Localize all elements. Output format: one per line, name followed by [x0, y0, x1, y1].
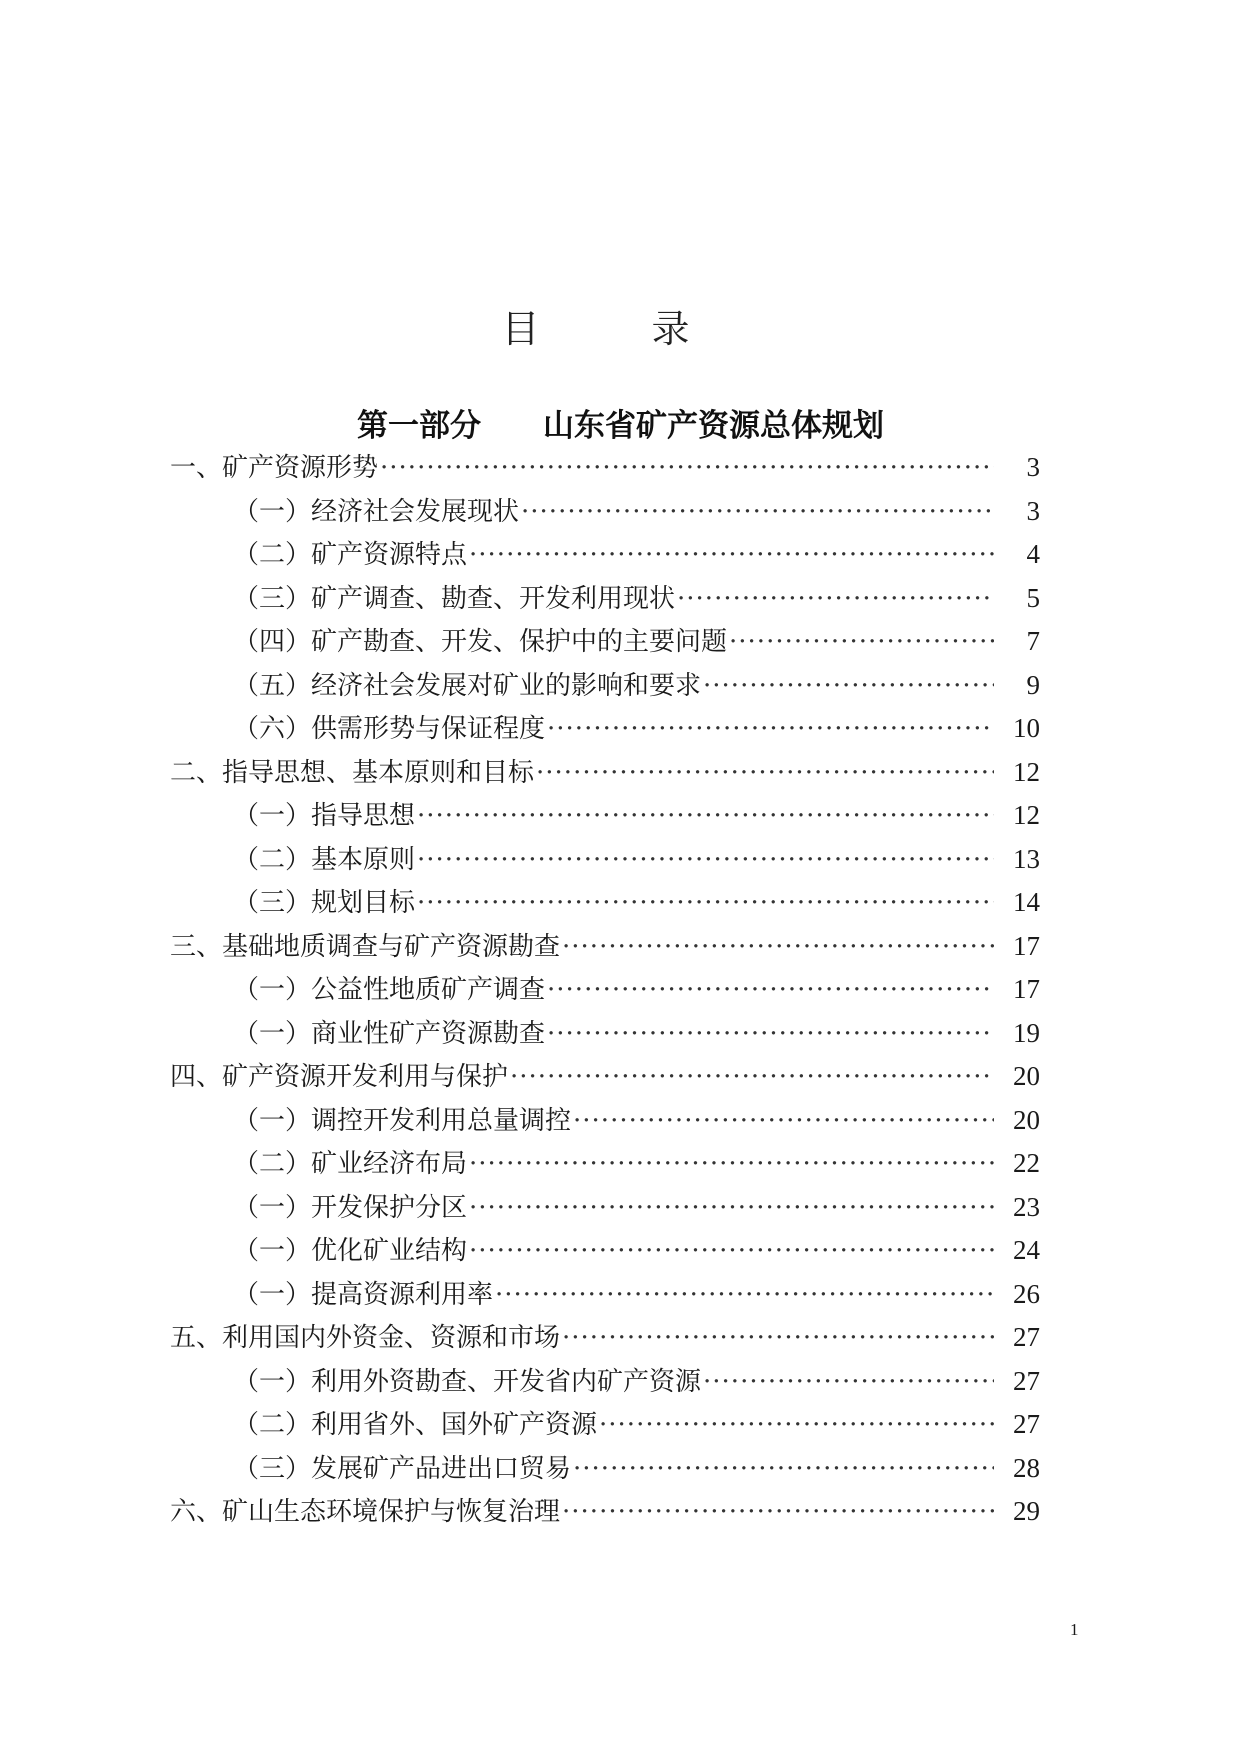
toc-entry[interactable]	[170, 925, 1040, 969]
toc-entry-page: 27	[1013, 1365, 1040, 1396]
toc-entry-page: 3	[1026, 452, 1040, 482]
toc-entry-label: 六、矿山生态环境保护与恢复治理	[170, 1497, 561, 1527]
toc-entry-page: 28	[1013, 1452, 1040, 1483]
toc-entry[interactable]	[170, 1273, 1040, 1317]
toc-entry[interactable]	[170, 664, 1040, 708]
toc-entry-page: 22	[1013, 1148, 1040, 1178]
toc-entry-page: 19	[1013, 1017, 1040, 1048]
toc-entry-label: 一、矿产资源形势	[170, 453, 379, 483]
toc-entry[interactable]	[170, 446, 1040, 490]
page-number: 1	[1070, 1620, 1079, 1639]
toc-entry[interactable]	[170, 577, 1040, 621]
toc-entry-label: （一）优化矿业结构	[233, 1236, 468, 1266]
toc-entry-page: 20	[1013, 1104, 1040, 1135]
part-title: 第一部分 山东省矿产资源总体规划	[357, 408, 884, 444]
toc-leader-dots	[469, 1187, 994, 1231]
toc-entry-page: 13	[1013, 843, 1040, 874]
toc-entry-label: （一）提高资源利用率	[233, 1279, 494, 1310]
toc-entry-page: 29	[1013, 1496, 1040, 1526]
toc-leader-dots	[599, 1404, 994, 1448]
toc-entry-label: （一）指导思想	[233, 801, 416, 831]
toc-entry-label: （一）利用外资勘查、开发省内矿产资源	[233, 1366, 702, 1397]
toc-entry[interactable]	[170, 1229, 1040, 1273]
toc-entry-page: 20	[1013, 1061, 1040, 1091]
toc-entry[interactable]	[170, 1490, 1040, 1534]
toc-entry[interactable]	[170, 881, 1040, 925]
toc-heading: 目 录	[501, 307, 740, 351]
toc-entry-page: 23	[1013, 1191, 1040, 1222]
toc-entry-page: 12	[1013, 756, 1040, 787]
toc-entry[interactable]	[170, 794, 1040, 838]
toc-entry-label: （三）发展矿产品进出口贸易	[233, 1453, 572, 1484]
toc-entry[interactable]	[170, 620, 1040, 664]
toc-entry-page: 9	[1026, 669, 1040, 700]
toc-entry-page: 12	[1013, 800, 1040, 830]
toc-leader-dots	[729, 621, 994, 665]
toc-entry-label: 五、利用国内外资金、资源和市场	[170, 1323, 561, 1353]
toc-entry-label: （一）调控开发利用总量调控	[233, 1105, 572, 1136]
toc-entry-page: 26	[1013, 1278, 1040, 1309]
toc-entry[interactable]	[170, 1360, 1040, 1404]
toc-entry-page: 27	[1013, 1409, 1040, 1439]
toc-entry-label: （二）利用省外、国外矿产资源	[233, 1410, 598, 1440]
toc-leader-dots	[573, 1448, 994, 1492]
toc-entry[interactable]	[170, 968, 1040, 1012]
toc-entry-label: 二、指导思想、基本原则和目标	[170, 757, 535, 788]
toc-entry-page: 17	[1013, 974, 1040, 1004]
toc-entry-page: 14	[1013, 887, 1040, 917]
toc-entry[interactable]	[170, 838, 1040, 882]
toc-leader-dots	[469, 1230, 994, 1274]
toc-entry-page: 27	[1013, 1322, 1040, 1352]
toc-entry[interactable]	[170, 1447, 1040, 1491]
toc-entry-page: 7	[1026, 626, 1040, 656]
toc-leader-dots	[562, 926, 994, 970]
toc-entry-label: （二）基本原则	[233, 844, 416, 875]
table-of-contents	[170, 446, 1040, 1534]
toc-leader-dots	[380, 447, 994, 491]
toc-leader-dots	[703, 1361, 994, 1405]
toc-entry-label: 三、基础地质调查与矿产资源勘查	[170, 931, 561, 962]
toc-entry-page: 4	[1026, 539, 1040, 569]
toc-leader-dots	[562, 1491, 994, 1535]
toc-entry-label: （六）供需形势与保证程度	[233, 714, 546, 744]
toc-entry[interactable]	[170, 751, 1040, 795]
toc-entry-label: （三）规划目标	[233, 888, 416, 918]
toc-leader-dots	[547, 1013, 994, 1057]
toc-entry-label: （一）公益性地质矿产调查	[233, 975, 546, 1005]
toc-entry-label: （一）开发保护分区	[233, 1192, 468, 1223]
toc-entry[interactable]	[170, 1099, 1040, 1143]
toc-leader-dots	[510, 1056, 994, 1100]
toc-entry-page: 10	[1013, 713, 1040, 743]
toc-entry-page: 3	[1026, 495, 1040, 526]
toc-entry-label: （三）矿产调查、勘查、开发利用现状	[233, 583, 676, 614]
toc-entry[interactable]	[170, 1142, 1040, 1186]
toc-entry[interactable]	[170, 1186, 1040, 1230]
toc-leader-dots	[469, 534, 994, 578]
toc-leader-dots	[521, 491, 994, 535]
toc-entry-page: 5	[1026, 582, 1040, 613]
toc-entry-page: 24	[1013, 1235, 1040, 1265]
toc-leader-dots	[703, 665, 994, 709]
toc-leader-dots	[677, 578, 994, 622]
toc-entry-label: （一）商业性矿产资源勘查	[233, 1018, 546, 1049]
toc-entry-label: （四）矿产勘查、开发、保护中的主要问题	[233, 627, 728, 657]
toc-entry-label: 四、矿产资源开发利用与保护	[170, 1062, 509, 1092]
toc-entry[interactable]	[170, 1316, 1040, 1360]
toc-entry-page: 17	[1013, 930, 1040, 961]
toc-leader-dots	[417, 882, 994, 926]
toc-entry[interactable]	[170, 1403, 1040, 1447]
toc-entry-label: （二）矿产资源特点	[233, 540, 468, 570]
toc-entry[interactable]	[170, 1055, 1040, 1099]
toc-leader-dots	[417, 839, 994, 883]
toc-entry-label: （二）矿业经济布局	[233, 1149, 468, 1179]
toc-entry[interactable]	[170, 707, 1040, 751]
toc-entry-label: （一）经济社会发展现状	[233, 496, 520, 527]
toc-leader-dots	[417, 795, 994, 839]
toc-leader-dots	[495, 1274, 994, 1318]
toc-entry[interactable]	[170, 533, 1040, 577]
toc-leader-dots	[547, 708, 994, 752]
toc-leader-dots	[562, 1317, 994, 1361]
toc-leader-dots	[547, 969, 994, 1013]
toc-entry-label: （五）经济社会发展对矿业的影响和要求	[233, 670, 702, 701]
toc-entry[interactable]	[170, 490, 1040, 534]
toc-leader-dots	[536, 752, 994, 796]
toc-entry[interactable]	[170, 1012, 1040, 1056]
toc-leader-dots	[573, 1100, 994, 1144]
toc-leader-dots	[469, 1143, 994, 1187]
